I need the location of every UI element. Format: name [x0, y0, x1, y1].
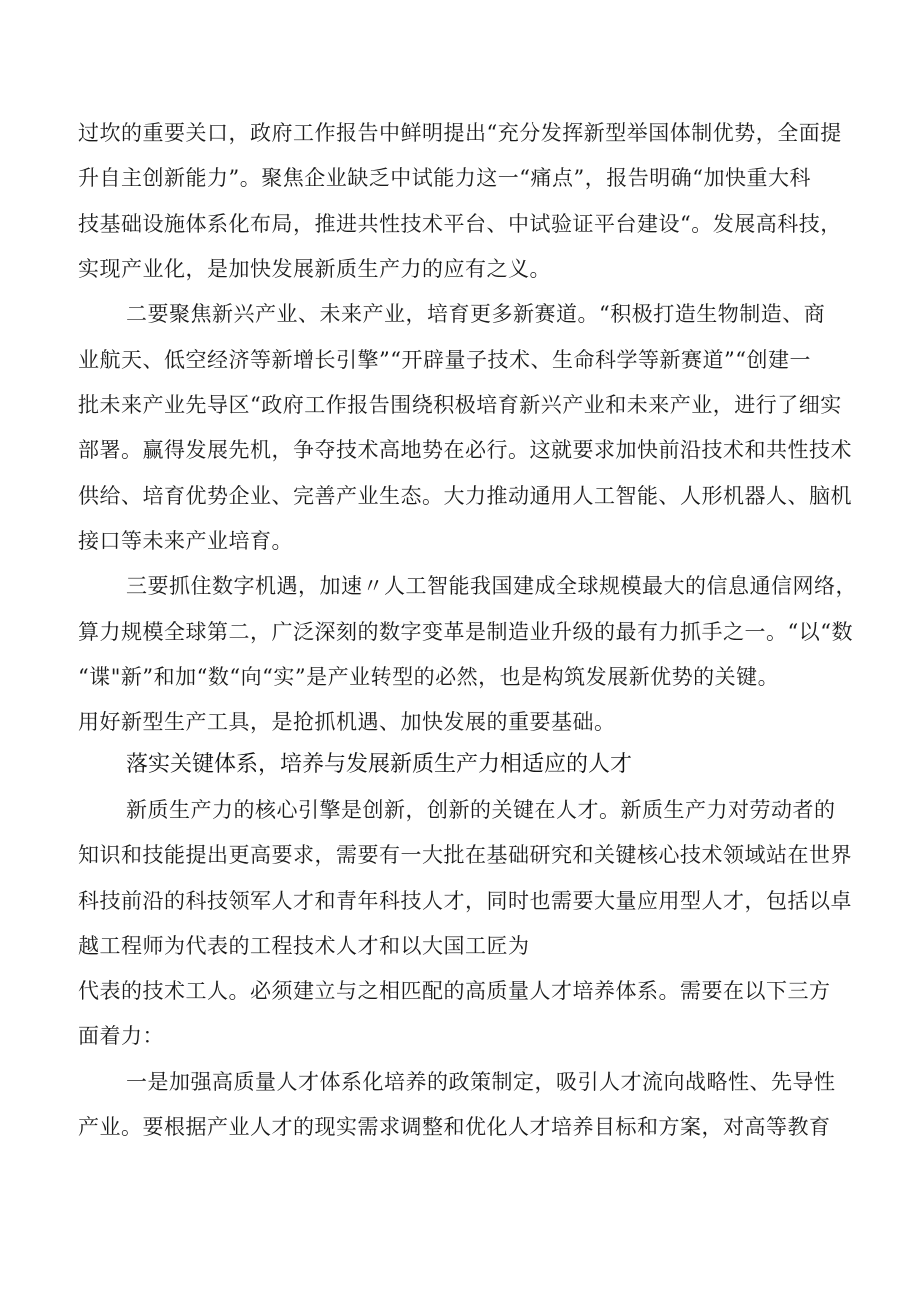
paragraph-line: 一是加强高质量人才体系化培养的政策制定，吸引人才流向战略性、先导性: [126, 1070, 836, 1094]
paragraph-line: 产业。要根据产业人才的现实需求调整和优化人才培养目标和方案，对高等教育: [78, 1115, 831, 1139]
paragraph-line: 批未来产业先导区“政府工作报告围绕积极培育新兴产业和未来产业，进行了细实: [78, 393, 842, 417]
paragraph-line: 用好新型生产工具，是抢抓机遇、加快发展的重要基础。: [78, 710, 616, 734]
paragraph-line: 面着力：: [78, 1024, 164, 1048]
paragraph-line: 过坎的重要关口，政府工作报告中鲜明提出“充分发挥新型举国体制优势，全面提: [78, 121, 842, 145]
paragraph-line: 接口等未来产业培育。: [78, 529, 293, 553]
paragraph-line: 实现产业化，是加快发展新质生产力的应有之义。: [78, 257, 551, 281]
paragraph-line: 技基础设施体系化布局，推进共性技术平台、中试验证平台建设“。发展高科技，: [78, 212, 842, 236]
paragraph-line: 业航天、低空经济等新增长引擎”“开辟量子技术、生命科学等新赛道”“创建一: [78, 348, 811, 372]
paragraph-line: 新质生产力的核心引擎是创新，创新的关键在人才。新质生产力对劳动者的: [126, 798, 836, 822]
paragraph-line: 二要聚焦新兴产业、未来产业，培育更多新赛道。“积极打造生物制造、商: [126, 302, 826, 326]
paragraph-line: 科技前沿的科技领军人才和青年科技人才，同时也需要大量应用型人才，包括以卓: [78, 889, 852, 913]
paragraph-line: 代表的技术工人。必须建立与之相匹配的高质量人才培养体系。需要在以下三方: [78, 979, 831, 1003]
paragraph-line: 越工程师为代表的工程技术人才和以大国工匠为: [78, 934, 530, 958]
paragraph-line: 部署。赢得发展先机，争夺技术高地势在必行。这就要求加快前沿技术和共性技术: [78, 438, 852, 462]
paragraph-line: 知识和技能提出更高要求，需要有一大批在基础研究和关键核心技术领域站在世界: [78, 843, 852, 867]
paragraph-line: 三要抓住数字机遇，加速〃人工智能我国建成全球规模最大的信息通信网络，: [126, 574, 857, 598]
paragraph-line: 升自主创新能力”。聚焦企业缺乏中试能力这一“痛点”，报告明确“加快重大科: [78, 166, 811, 190]
paragraph-line: 供给、培育优势企业、完善产业生态。大力推动通用人工智能、人形机器人、脑机: [78, 484, 852, 508]
section-heading: 落实关键体系，培养与发展新质生产力相适应的人才: [126, 752, 633, 777]
paragraph-line: 算力规模全球第二，广泛深刻的数字变革是制造业升级的最有力抓手之一。“以“数: [78, 620, 853, 644]
paragraph-line: “谍"新”和加“数“向“实”是产业转型的必然，也是构筑发展新优势的关键。: [78, 665, 780, 689]
